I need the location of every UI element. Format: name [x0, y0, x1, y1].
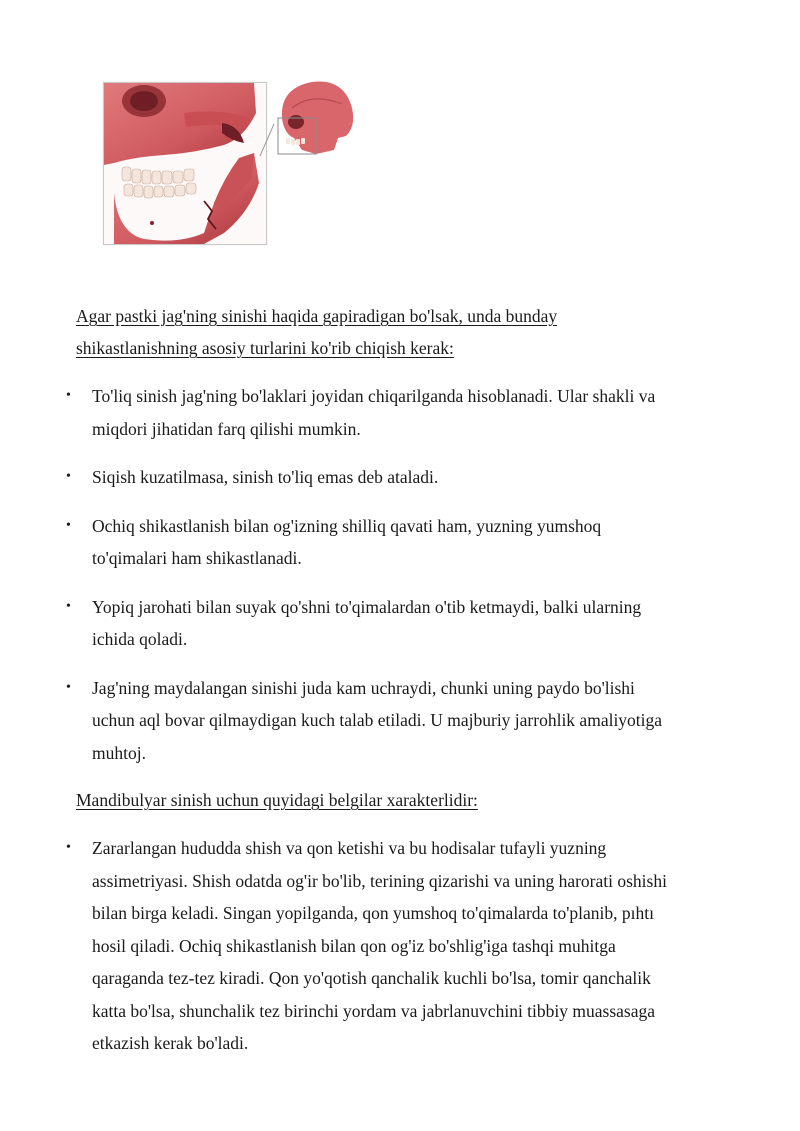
- skull-thumbnail-image: [272, 78, 358, 158]
- list-item: [0, 461, 720, 494]
- heading-line: shikastlanishning asosiy turlarini ko'rib chiqish kerak:: [76, 338, 454, 358]
- jaw-fracture-image: [103, 82, 267, 245]
- list-item-text: uchun aql bovar qilmaydigan kuch talab etiladi. U majburiy jarrohlik amaliyotiga: [92, 710, 663, 730]
- list-item-text: to'qimalari ham shikastlanadi.: [92, 548, 302, 568]
- list-item-text: ichida qoladi.: [92, 629, 188, 649]
- symptoms-list: [0, 832, 720, 1076]
- list-item-text: • Jag'ning maydalangan sinishi juda kam uchraydi, chunki uning paydo bo'lishi: [92, 677, 635, 698]
- list-item-text: etkazish kerak bo'ladi.: [92, 1033, 249, 1053]
- list-item: [0, 832, 720, 1060]
- mandible-illustration: [104, 83, 266, 244]
- list-item: [0, 672, 720, 770]
- list-item: [0, 510, 720, 575]
- list-item-text: hosil qiladi. Ochiq shikastlanish bilan qon og'iz bo'shlig'iga tashqi muhitga: [92, 935, 616, 956]
- list-item-text: muhtoj.: [92, 742, 146, 763]
- list-item: [0, 380, 720, 445]
- list-item-text: • To'liq sinish jag'ning bo'laklari joyidan chiqarilganda hisoblanadi. Ular shakli va: [92, 386, 656, 406]
- list-item-text: bilan birga keladi. Singan yopilganda, qon yumshoq to'qimalarda to'planib, pıhtı: [92, 903, 655, 923]
- skull-illustration: [272, 78, 358, 158]
- list-item-text: assimetriyasi. Shish odatda og'ir bo'lib, terining qizarishi va uning harorati oshishi: [92, 870, 667, 891]
- list-item-text: • Ochiq shikastlanish bilan og'izning shilliq qavati ham, yuzning yumshoq: [92, 515, 602, 536]
- list-item-text: katta bo'lsa, shunchalik tez birinchi yordam va jabrlanuvchini tibbiy muassasaga: [92, 1000, 655, 1021]
- list-item-text: • Yopiq jarohati bilan suyak qo'shni to'qimalardan o'tib ketmaydi, balki ularning: [92, 596, 642, 617]
- heading-line: Agar pastki jag'ning sinishi haqida gapiradigan bo'lsak, unda bunday: [76, 306, 558, 326]
- list-item-text: • Zararlangan hududda shish va qon ketishi va bu hodisalar tufayli yuzning: [92, 838, 607, 858]
- list-item-text: miqdori jihatidan farq qilishi mumkin.: [92, 418, 361, 439]
- section-heading-symptoms: Mandibulyar sinish uchun quyidagi belgilar xarakterlidir:: [76, 790, 478, 810]
- list-item-text: • Siqish kuzatilmasa, sinish to'liq emas deb ataladi.: [92, 467, 439, 487]
- section-heading-fracture-types: [76, 300, 557, 364]
- list-item-text: qaraganda tez-tez kiradi. Qon yo'qotish qanchalik kuchli bo'lsa, tomir qanchalik: [92, 968, 651, 988]
- fracture-types-list: [0, 380, 720, 785]
- list-item: [0, 591, 720, 656]
